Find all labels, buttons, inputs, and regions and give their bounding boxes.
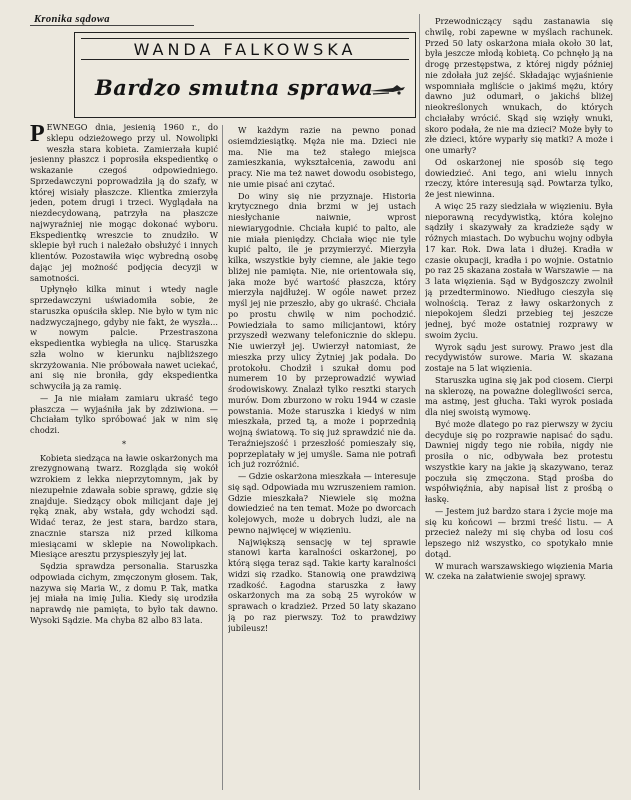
drop-cap: P	[30, 122, 45, 147]
column-rule	[222, 125, 223, 790]
paragraph: W murach warszawskiego więzienia Maria W. czeka na załatwienie swojej sprawy.	[425, 560, 613, 582]
paragraph: Kobieta siedząca na ławie oskarżonych ma zrezygnowaną twarz. Rozgląda się wokół wzrokiem z lekka nieprzytomnym, jak by niezupełnie zdawała sobie sprawę, gdzie się znajduje. Siedzący obok milicjant daje jej ręką znak, aby wstała, gdy wchodzi sąd. Widać teraz, że jest stara, bardzo stara, znacznie starsza niż przed kilkoma miesiącami w sklepie na Nowolipkach. Miesiące aresztu przyspieszyły jej lat.	[30, 452, 218, 560]
paragraph: — Jestem już bardzo stara i życie moje ma się ku końcowi — brzmi treść listu. — A przecież należy mi się chyba od losu coś lepszego niż wszystko, co spotykało mnie dotąd.	[425, 505, 613, 559]
section-label: Kronika sądowa	[34, 14, 110, 25]
article-header	[74, 32, 416, 118]
paragraph: Największą sensację w tej sprawie stanowi karta karalności oskarżonej, po którą sięga teraz sąd. Takie karty karalności widzi się rzadko. Stanowią one prawdziwą rzadkość. Łagodna staruszka z ławy oskarżonych ma za sobą 25 wyroków w sprawach o kradzież. Przed 50 laty skazano ją po raz pierwszy. Toż to prawdziwy jubileusz!	[228, 536, 416, 633]
article-column-2	[228, 125, 416, 790]
paragraph: — Gdzie oskarżona mieszkała — interesuje się sąd. Odpowiada mu wzruszeniem ramion. Gdzie mieszkała? Niewiele się można dowiedzieć na ten temat. Może po dworcach kolejowych, może u dobrych ludzi, ale na pewno najwięcej w więzieniu.	[228, 471, 416, 535]
pen-ornament-icon	[367, 81, 407, 97]
paragraph: Być może dlatego po raz pierwszy w życiu decyduje się po rozprawie napisać do sądu. Dawniej nigdy tego nie robiła, nigdy nie prosiła o nic, odbywała bez protestu wszystkie kary na jakie ją skazywano, teraz poczuła się zmęczona. Stąd prośba do współwięźnia, aby napisał list z prośbą o łaskę.	[425, 418, 613, 504]
article-column-3	[425, 16, 613, 794]
paragraph: Upłynęło kilka minut i wtedy nagle sprzedawczyni uświadomiła sobie, że staruszka opuściła sklep. Nie było w tym nic nadzwyczajnego, gdyby nie fakt, że wyszła... w nowym palcie. Przestraszona ekspedientka wybiegła na ulicę. Staruszka szła wolno w kierunku najbliższego skrzyżowania. Nie próbowała nawet uciekać, ani się nie broniła, gdy ekspedientka schwyciła ją za ramię.	[30, 284, 218, 391]
paragraph: PEWNEGO dnia, jesienią 1960 r., do sklepu odzieżowego przy ul. Nowolipki weszła stara kobieta. Zamierzała kupić jesienny płaszcz i poprosiła ekspedientkę o wskazanie czegoś odpowiedniego. Sprzedawczyni poprowadziła ją do szafy, w której wisiały płaszcze. Klientka zmierzyła jeden, potem drugi i trzeci. Wyglądała na niezdecydowaną, patrzyła na płaszcze najwyraźniej nie mogąc dokonać wyboru. Ekspedientkę wreszcie to znudziło. W sklepie był ruch i należało obsłużyć i innych klientów. Pozostawiła więc wybredną osobę dając jej możność podjęcia decyzji w samotności.	[30, 122, 218, 283]
author-name: WANDA FALKOWSKA	[133, 39, 357, 59]
paragraph: W każdym razie na pewno ponad osiemdziesiątkę. Męża nie ma. Dzieci nie ma. Nie ma też stałego miejsca zamieszkania, wykształcenia, zawodu ani pracy. Nie ma też nawet dowodu osobistego, nie umie pisać ani czytać.	[228, 125, 416, 189]
article-column-1	[30, 122, 218, 787]
author-band	[81, 38, 409, 60]
headline: Bardzo smutna sprawa	[95, 75, 374, 100]
paragraph: Staruszka ugina się jak pod ciosem. Cierpi na sklerozę, na poważne dolegliwości serca, ma astmę, jest głucha. Taki wyrok posiada dla niej swoistą wymowę.	[425, 374, 613, 417]
paragraph: Od oskarżonej nie sposób się tego dowiedzieć. Ani tego, ani wielu innych rzeczy, które interesują sąd. Powtarza tylko, że jest niewinna.	[425, 156, 613, 199]
paragraph: Do winy się nie przyznaje. Historia krytycznego dnia brzmi w jej ustach niesłychanie naiwnie, wprost niewiarygodnie. Chciała kupić to palto, ale nie miała pieniędzy. Chciała więc nie tyle kupić palto, ile je przymierzyć. Mierzyła kilka, wszystkie były ciemne, ale jakie tego bliżej nie pamięta. Nie, nie orientowała się, jaka może być wartość płaszcza, który mierzyła najdłużej. W ogóle nawet przez myśl jej nie przeszło, aby go ukraść. Chciała po prostu chwilę w nim pochodzić. Powiedziała to samo milicjantowi, który przyszedł wezwany telefonicznie do sklepu. Nie uwierzył jej. Uwierzył natomiast, że mieszka przy ulicy Żytniej jak podała. Do protokołu. Chodził i szukał domu pod numerem 10 by przeprowadzić wywiad środowiskowy. Znalazł tylko resztki starych murów. Dom zburzono w roku 1944 w czasie powstania. Może staruszka i kiedyś w nim mieszkała, przed tą, a może i poprzednią wojną światową. To się już sprawdzić nie da. Teraźniejszość i przeszłość pomieszały się, poprzeplatały w jej umyśle. Sama nie potrafi ich już rozróżnić.	[228, 190, 416, 470]
paragraph: A więc 25 razy siedziała w więzieniu. Była nieporawną recydywistką, która kolejno sądziły i skazywały za kradzieże sądy w różnych miastach. Do wybuchu wojny odbyła 17 kar. Rok. Dwa lata i dłużej. Kradła w czasie okupacji, kradła i po wojnie. Ostatnio po raz 25 skazana została w Warszawie — na 3 lata więzienia. Sąd w Bydgoszczy zwolnił ją przedterminowo. Niedługo cieszyła się wolnością. Teraz z ławy oskarżonych z niepokojem śledzi przebieg tej jeszcze jednej, być może ostatniej rozprawy w swoim życiu.	[425, 200, 613, 340]
section-separator: *	[121, 438, 127, 449]
paragraph: Przewodniczący sądu zastanawia się chwilę, robi zapewne w myślach rachunek. Przed 50 laty oskarżona miała około 30 lat, była jeszcze młodą kobietą. Co pchnęło ją na drogę przestępstwa, z której nigdy później nie zdołała już zejść. Składając wyjaśnienie wspomniała mgliście o jakimś mężu, który dawno już odumarł, o jakichś bliżej nieokreślonych wnukach, do których chciałaby wrócić. Skąd się wzięły wnuki, skoro podała, że nie ma dzieci? Może były to złe dzieci, które wyparły się matki? A może i one umarły?	[425, 16, 613, 155]
section-rule	[30, 25, 194, 26]
paragraph: — Ja nie miałam zamiaru ukraść tego płaszcza — wyjaśniła jak by zdziwiona. — Chciałam tylko spróbować jak w nim się chodzi.	[30, 392, 218, 435]
paragraph: Wyrok sądu jest surowy. Prawo jest dla recydywistów surowe. Maria W. skazana zostaje na 5 lat więzienia.	[425, 341, 613, 373]
column-rule	[419, 14, 420, 790]
paragraph: Sędzia sprawdza personalia. Staruszka odpowiada cichym, zmęczonym głosem. Tak, nazywa się Maria W., z domu P. Tak, matka jej miała na imię Julia. Kiedy się urodziła naprawdę nie pamięta, to było tak dawno. Wysoki Sądzie. Ma chyba 82 albo 83 lata.	[30, 561, 218, 625]
